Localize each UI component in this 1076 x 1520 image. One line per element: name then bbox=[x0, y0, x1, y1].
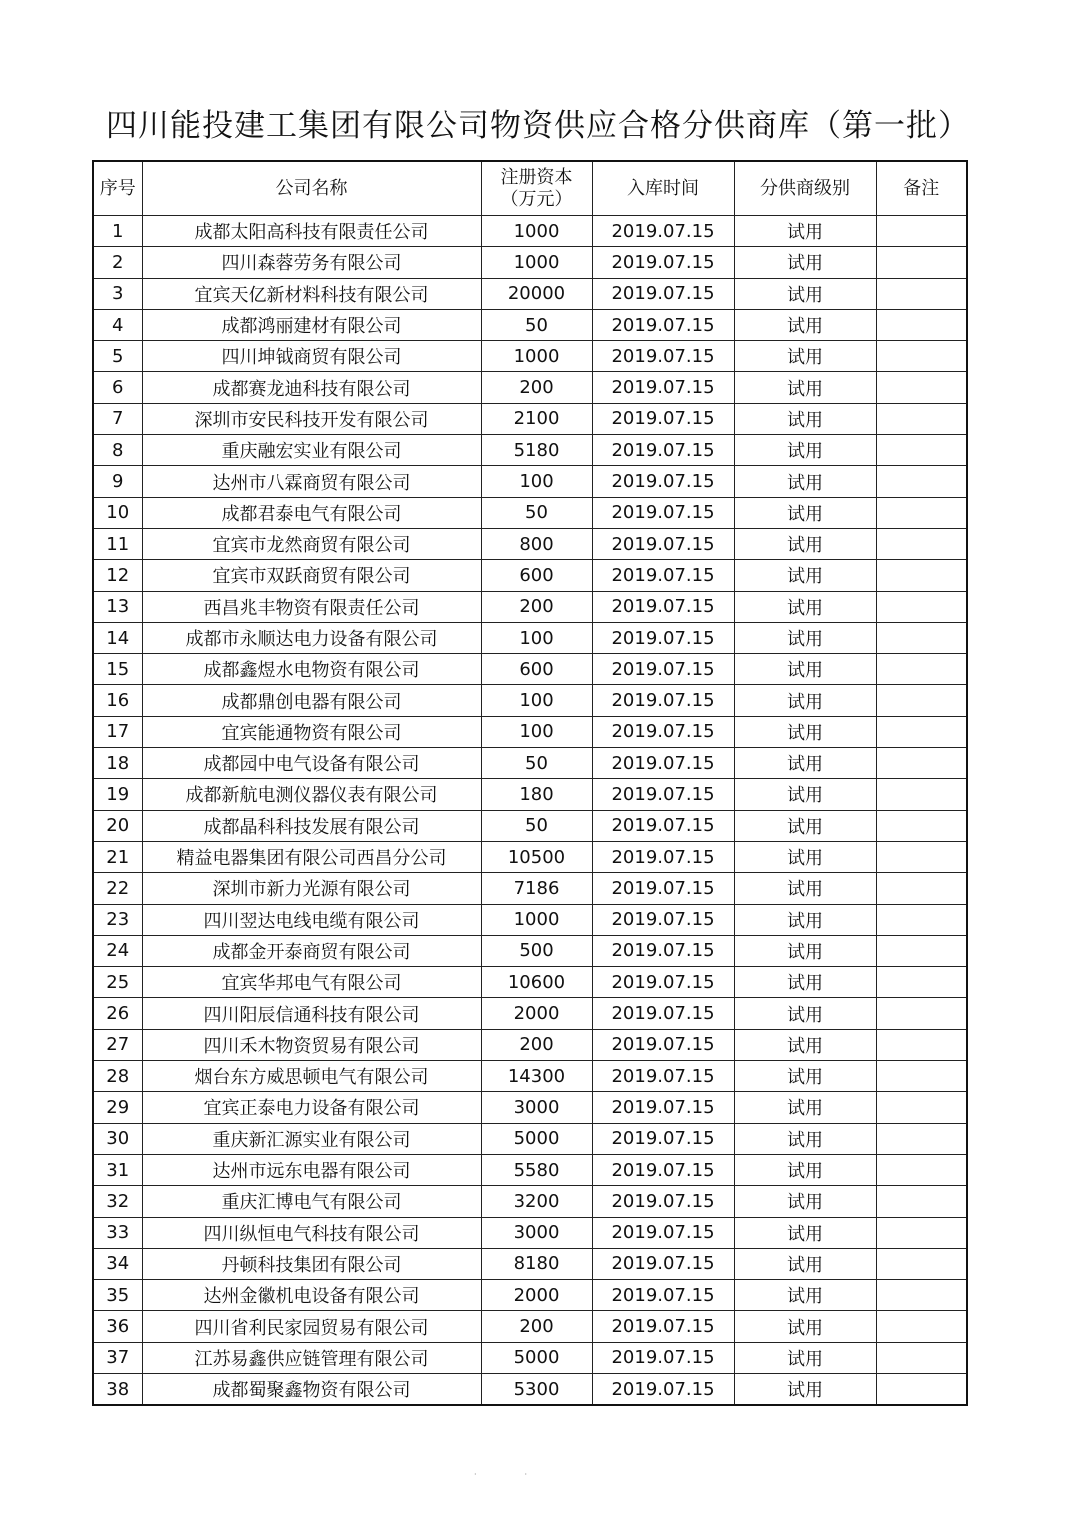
cell-date: 2019.07.15 bbox=[592, 216, 734, 247]
table-row bbox=[93, 216, 967, 247]
page-title: 四川能投建工集团有限公司物资供应合格分供商库（第一批） bbox=[106, 108, 970, 144]
cell-company: 重庆新汇源实业有限公司 bbox=[142, 1123, 481, 1154]
table-row bbox=[93, 1092, 967, 1123]
cell-index: 22 bbox=[93, 873, 142, 904]
table-row bbox=[93, 810, 967, 841]
cell-company: 丹顿科技集团有限公司 bbox=[142, 1248, 481, 1279]
cell-company: 宜宾华邦电气有限公司 bbox=[142, 967, 481, 998]
cell-date: 2019.07.15 bbox=[592, 341, 734, 372]
cell-remarks bbox=[876, 1373, 967, 1405]
cell-remarks bbox=[876, 1311, 967, 1342]
cell-date: 2019.07.15 bbox=[592, 528, 734, 559]
table-row bbox=[93, 591, 967, 622]
cell-index: 36 bbox=[93, 1311, 142, 1342]
cell-index: 14 bbox=[93, 622, 142, 653]
cell-level: 试用 bbox=[734, 967, 876, 998]
cell-company: 宜宾正泰电力设备有限公司 bbox=[142, 1092, 481, 1123]
table-row bbox=[93, 779, 967, 810]
cell-capital: 180 bbox=[481, 779, 592, 810]
cell-index: 12 bbox=[93, 560, 142, 591]
cell-level: 试用 bbox=[734, 560, 876, 591]
cell-level: 试用 bbox=[734, 591, 876, 622]
table-row bbox=[93, 528, 967, 559]
cell-remarks bbox=[876, 403, 967, 434]
cell-level: 试用 bbox=[734, 748, 876, 779]
cell-capital: 8180 bbox=[481, 1248, 592, 1279]
cell-level: 试用 bbox=[734, 309, 876, 340]
cell-level: 试用 bbox=[734, 1373, 876, 1405]
cell-capital: 50 bbox=[481, 748, 592, 779]
cell-index: 8 bbox=[93, 435, 142, 466]
cell-index: 31 bbox=[93, 1154, 142, 1185]
cell-remarks bbox=[876, 748, 967, 779]
cell-capital: 100 bbox=[481, 466, 592, 497]
cell-company: 烟台东方威思顿电气有限公司 bbox=[142, 1061, 481, 1092]
cell-company: 达州金徽机电设备有限公司 bbox=[142, 1280, 481, 1311]
cell-index: 17 bbox=[93, 716, 142, 747]
cell-level: 试用 bbox=[734, 1061, 876, 1092]
cell-date: 2019.07.15 bbox=[592, 841, 734, 872]
cell-remarks bbox=[876, 528, 967, 559]
cell-level: 试用 bbox=[734, 435, 876, 466]
cell-date: 2019.07.15 bbox=[592, 1217, 734, 1248]
cell-level: 试用 bbox=[734, 935, 876, 966]
cell-company: 四川禾木物资贸易有限公司 bbox=[142, 1029, 481, 1060]
cell-company: 成都鼎创电器有限公司 bbox=[142, 685, 481, 716]
cell-index: 35 bbox=[93, 1280, 142, 1311]
cell-company: 精益电器集团有限公司西昌分公司 bbox=[142, 841, 481, 872]
cell-remarks bbox=[876, 1342, 967, 1373]
cell-date: 2019.07.15 bbox=[592, 309, 734, 340]
cell-capital: 1000 bbox=[481, 216, 592, 247]
cell-company: 四川纵恒电气科技有限公司 bbox=[142, 1217, 481, 1248]
cell-index: 21 bbox=[93, 841, 142, 872]
table-row bbox=[93, 403, 967, 434]
cell-date: 2019.07.15 bbox=[592, 466, 734, 497]
cell-index: 16 bbox=[93, 685, 142, 716]
table-row bbox=[93, 497, 967, 528]
cell-capital: 14300 bbox=[481, 1061, 592, 1092]
cell-remarks bbox=[876, 904, 967, 935]
cell-company: 四川翌达电线电缆有限公司 bbox=[142, 904, 481, 935]
cell-capital: 5580 bbox=[481, 1154, 592, 1185]
table-row bbox=[93, 904, 967, 935]
cell-level: 试用 bbox=[734, 216, 876, 247]
cell-remarks bbox=[876, 1061, 967, 1092]
cell-date: 2019.07.15 bbox=[592, 685, 734, 716]
cell-date: 2019.07.15 bbox=[592, 998, 734, 1029]
cell-company: 宜宾市龙然商贸有限公司 bbox=[142, 528, 481, 559]
cell-index: 11 bbox=[93, 528, 142, 559]
header-date: 入库时间 bbox=[592, 161, 734, 216]
cell-level: 试用 bbox=[734, 497, 876, 528]
cell-capital: 5300 bbox=[481, 1373, 592, 1405]
cell-capital: 100 bbox=[481, 622, 592, 653]
cell-date: 2019.07.15 bbox=[592, 935, 734, 966]
cell-remarks bbox=[876, 1217, 967, 1248]
cell-capital: 1000 bbox=[481, 247, 592, 278]
table-row bbox=[93, 935, 967, 966]
cell-date: 2019.07.15 bbox=[592, 403, 734, 434]
cell-index: 28 bbox=[93, 1061, 142, 1092]
table-row bbox=[93, 685, 967, 716]
cell-capital: 600 bbox=[481, 560, 592, 591]
cell-company: 重庆融宏实业有限公司 bbox=[142, 435, 481, 466]
cell-date: 2019.07.15 bbox=[592, 716, 734, 747]
cell-capital: 1000 bbox=[481, 904, 592, 935]
cell-company: 成都君泰电气有限公司 bbox=[142, 497, 481, 528]
cell-capital: 3000 bbox=[481, 1092, 592, 1123]
cell-level: 试用 bbox=[734, 654, 876, 685]
cell-level: 试用 bbox=[734, 685, 876, 716]
cell-remarks bbox=[876, 466, 967, 497]
cell-capital: 200 bbox=[481, 591, 592, 622]
cell-remarks bbox=[876, 654, 967, 685]
cell-capital: 2000 bbox=[481, 1280, 592, 1311]
cell-level: 试用 bbox=[734, 1311, 876, 1342]
cell-level: 试用 bbox=[734, 873, 876, 904]
table-header bbox=[93, 161, 967, 216]
header-capital bbox=[481, 161, 592, 216]
cell-level: 试用 bbox=[734, 1123, 876, 1154]
cell-index: 15 bbox=[93, 654, 142, 685]
cell-capital: 200 bbox=[481, 372, 592, 403]
cell-remarks bbox=[876, 309, 967, 340]
cell-level: 试用 bbox=[734, 1186, 876, 1217]
cell-remarks bbox=[876, 1123, 967, 1154]
cell-remarks bbox=[876, 779, 967, 810]
cell-remarks bbox=[876, 1186, 967, 1217]
cell-index: 33 bbox=[93, 1217, 142, 1248]
cell-remarks bbox=[876, 341, 967, 372]
cell-date: 2019.07.15 bbox=[592, 247, 734, 278]
table-row bbox=[93, 873, 967, 904]
table-row bbox=[93, 654, 967, 685]
cell-index: 9 bbox=[93, 466, 142, 497]
table-row bbox=[93, 466, 967, 497]
cell-remarks bbox=[876, 1280, 967, 1311]
cell-remarks bbox=[876, 685, 967, 716]
cell-level: 试用 bbox=[734, 466, 876, 497]
cell-date: 2019.07.15 bbox=[592, 435, 734, 466]
cell-date: 2019.07.15 bbox=[592, 1311, 734, 1342]
cell-company: 成都新航电测仪器仪表有限公司 bbox=[142, 779, 481, 810]
cell-index: 5 bbox=[93, 341, 142, 372]
cell-capital: 5180 bbox=[481, 435, 592, 466]
cell-remarks bbox=[876, 1248, 967, 1279]
table-body bbox=[93, 216, 967, 1406]
cell-date: 2019.07.15 bbox=[592, 1280, 734, 1311]
table-row bbox=[93, 1311, 967, 1342]
cell-company: 宜宾天亿新材料科技有限公司 bbox=[142, 278, 481, 309]
cell-company: 四川森蓉劳务有限公司 bbox=[142, 247, 481, 278]
cell-company: 宜宾能通物资有限公司 bbox=[142, 716, 481, 747]
cell-company: 宜宾市双跃商贸有限公司 bbox=[142, 560, 481, 591]
cell-index: 25 bbox=[93, 967, 142, 998]
cell-date: 2019.07.15 bbox=[592, 278, 734, 309]
cell-date: 2019.07.15 bbox=[592, 1123, 734, 1154]
cell-index: 38 bbox=[93, 1373, 142, 1405]
table-row bbox=[93, 1186, 967, 1217]
cell-date: 2019.07.15 bbox=[592, 904, 734, 935]
cell-remarks bbox=[876, 372, 967, 403]
header-company: 公司名称 bbox=[142, 161, 481, 216]
table-row bbox=[93, 841, 967, 872]
cell-index: 24 bbox=[93, 935, 142, 966]
cell-capital: 50 bbox=[481, 309, 592, 340]
cell-level: 试用 bbox=[734, 1092, 876, 1123]
cell-level: 试用 bbox=[734, 622, 876, 653]
table-row bbox=[93, 716, 967, 747]
cell-index: 23 bbox=[93, 904, 142, 935]
cell-date: 2019.07.15 bbox=[592, 372, 734, 403]
cell-index: 27 bbox=[93, 1029, 142, 1060]
cell-remarks bbox=[876, 1154, 967, 1185]
cell-capital: 3000 bbox=[481, 1217, 592, 1248]
cell-capital: 20000 bbox=[481, 278, 592, 309]
cell-company: 成都鸿丽建材有限公司 bbox=[142, 309, 481, 340]
cell-date: 2019.07.15 bbox=[592, 1342, 734, 1373]
cell-index: 34 bbox=[93, 1248, 142, 1279]
cell-remarks bbox=[876, 967, 967, 998]
cell-capital: 200 bbox=[481, 1311, 592, 1342]
cell-company: 达州市远东电器有限公司 bbox=[142, 1154, 481, 1185]
cell-index: 32 bbox=[93, 1186, 142, 1217]
cell-remarks bbox=[876, 935, 967, 966]
cell-capital: 7186 bbox=[481, 873, 592, 904]
cell-remarks bbox=[876, 1029, 967, 1060]
cell-date: 2019.07.15 bbox=[592, 1248, 734, 1279]
cell-capital: 1000 bbox=[481, 341, 592, 372]
cell-remarks bbox=[876, 873, 967, 904]
cell-level: 试用 bbox=[734, 1248, 876, 1279]
cell-date: 2019.07.15 bbox=[592, 654, 734, 685]
header-index: 序号 bbox=[93, 161, 142, 216]
cell-date: 2019.07.15 bbox=[592, 591, 734, 622]
table-row bbox=[93, 247, 967, 278]
cell-level: 试用 bbox=[734, 1217, 876, 1248]
cell-company: 西昌兆丰物资有限责任公司 bbox=[142, 591, 481, 622]
cell-index: 6 bbox=[93, 372, 142, 403]
table-row bbox=[93, 1248, 967, 1279]
cell-index: 4 bbox=[93, 309, 142, 340]
cell-capital: 500 bbox=[481, 935, 592, 966]
cell-company: 四川坤钺商贸有限公司 bbox=[142, 341, 481, 372]
cell-date: 2019.07.15 bbox=[592, 967, 734, 998]
cell-capital: 100 bbox=[481, 716, 592, 747]
table-row bbox=[93, 341, 967, 372]
cell-date: 2019.07.15 bbox=[592, 873, 734, 904]
cell-index: 18 bbox=[93, 748, 142, 779]
cell-remarks bbox=[876, 560, 967, 591]
cell-level: 试用 bbox=[734, 779, 876, 810]
cell-company: 重庆汇博电气有限公司 bbox=[142, 1186, 481, 1217]
cell-date: 2019.07.15 bbox=[592, 1029, 734, 1060]
cell-capital: 50 bbox=[481, 497, 592, 528]
cell-level: 试用 bbox=[734, 904, 876, 935]
cell-level: 试用 bbox=[734, 716, 876, 747]
table-row bbox=[93, 309, 967, 340]
cell-remarks bbox=[876, 810, 967, 841]
cell-level: 试用 bbox=[734, 247, 876, 278]
cell-capital: 2000 bbox=[481, 998, 592, 1029]
table-row bbox=[93, 1280, 967, 1311]
cell-level: 试用 bbox=[734, 341, 876, 372]
table-row bbox=[93, 1342, 967, 1373]
table-row bbox=[93, 1029, 967, 1060]
cell-remarks bbox=[876, 216, 967, 247]
cell-index: 37 bbox=[93, 1342, 142, 1373]
header-row bbox=[93, 161, 967, 216]
cell-date: 2019.07.15 bbox=[592, 748, 734, 779]
cell-level: 试用 bbox=[734, 278, 876, 309]
cell-index: 30 bbox=[93, 1123, 142, 1154]
cell-company: 达州市八霖商贸有限公司 bbox=[142, 466, 481, 497]
table-row bbox=[93, 560, 967, 591]
cell-remarks bbox=[876, 998, 967, 1029]
table-row bbox=[93, 998, 967, 1029]
cell-remarks bbox=[876, 1092, 967, 1123]
table-row bbox=[93, 1123, 967, 1154]
header-capital-line1: 注册资本 bbox=[500, 166, 573, 188]
cell-level: 试用 bbox=[734, 1029, 876, 1060]
cell-capital: 600 bbox=[481, 654, 592, 685]
table-row bbox=[93, 435, 967, 466]
cell-level: 试用 bbox=[734, 372, 876, 403]
cell-level: 试用 bbox=[734, 528, 876, 559]
cell-date: 2019.07.15 bbox=[592, 497, 734, 528]
cell-date: 2019.07.15 bbox=[592, 810, 734, 841]
cell-capital: 10600 bbox=[481, 967, 592, 998]
cell-company: 四川省利民家园贸易有限公司 bbox=[142, 1311, 481, 1342]
cell-date: 2019.07.15 bbox=[592, 1154, 734, 1185]
table-row bbox=[93, 1061, 967, 1092]
cell-company: 成都太阳高科技有限责任公司 bbox=[142, 216, 481, 247]
table-row bbox=[93, 1217, 967, 1248]
cell-remarks bbox=[876, 247, 967, 278]
cell-capital: 10500 bbox=[481, 841, 592, 872]
cell-level: 试用 bbox=[734, 810, 876, 841]
table-row bbox=[93, 748, 967, 779]
cell-index: 3 bbox=[93, 278, 142, 309]
table-row bbox=[93, 967, 967, 998]
cell-date: 2019.07.15 bbox=[592, 1186, 734, 1217]
cell-remarks bbox=[876, 435, 967, 466]
cell-capital: 2100 bbox=[481, 403, 592, 434]
cell-date: 2019.07.15 bbox=[592, 622, 734, 653]
cell-remarks bbox=[876, 278, 967, 309]
cell-capital: 50 bbox=[481, 810, 592, 841]
header-capital-line2: （万元） bbox=[500, 188, 573, 210]
cell-level: 试用 bbox=[734, 403, 876, 434]
cell-index: 29 bbox=[93, 1092, 142, 1123]
cell-company: 深圳市新力光源有限公司 bbox=[142, 873, 481, 904]
cell-capital: 200 bbox=[481, 1029, 592, 1060]
cell-capital: 800 bbox=[481, 528, 592, 559]
supplier-table bbox=[92, 160, 968, 1406]
table-row bbox=[93, 1373, 967, 1405]
cell-date: 2019.07.15 bbox=[592, 1061, 734, 1092]
cell-level: 试用 bbox=[734, 1342, 876, 1373]
cell-company: 成都金开泰商贸有限公司 bbox=[142, 935, 481, 966]
cell-date: 2019.07.15 bbox=[592, 560, 734, 591]
cell-company: 四川阳辰信通科技有限公司 bbox=[142, 998, 481, 1029]
cell-company: 成都鑫煜水电物资有限公司 bbox=[142, 654, 481, 685]
cell-company: 江苏易鑫供应链管理有限公司 bbox=[142, 1342, 481, 1373]
cell-index: 7 bbox=[93, 403, 142, 434]
cell-date: 2019.07.15 bbox=[592, 779, 734, 810]
cell-remarks bbox=[876, 497, 967, 528]
cell-capital: 5000 bbox=[481, 1123, 592, 1154]
cell-company: 成都赛龙迪科技有限公司 bbox=[142, 372, 481, 403]
cell-date: 2019.07.15 bbox=[592, 1092, 734, 1123]
cell-company: 成都市永顺达电力设备有限公司 bbox=[142, 622, 481, 653]
header-remarks: 备注 bbox=[876, 161, 967, 216]
cell-capital: 3200 bbox=[481, 1186, 592, 1217]
cell-remarks bbox=[876, 622, 967, 653]
table-row bbox=[93, 1154, 967, 1185]
header-level: 分供商级别 bbox=[734, 161, 876, 216]
scan-dots: ·· bbox=[474, 1470, 576, 1479]
cell-capital: 100 bbox=[481, 685, 592, 716]
cell-company: 成都晶科科技发展有限公司 bbox=[142, 810, 481, 841]
cell-remarks bbox=[876, 591, 967, 622]
cell-remarks bbox=[876, 841, 967, 872]
table-row bbox=[93, 372, 967, 403]
cell-level: 试用 bbox=[734, 1154, 876, 1185]
cell-remarks bbox=[876, 716, 967, 747]
table-row bbox=[93, 278, 967, 309]
cell-level: 试用 bbox=[734, 841, 876, 872]
cell-capital: 5000 bbox=[481, 1342, 592, 1373]
cell-index: 2 bbox=[93, 247, 142, 278]
cell-index: 26 bbox=[93, 998, 142, 1029]
cell-index: 13 bbox=[93, 591, 142, 622]
cell-index: 20 bbox=[93, 810, 142, 841]
cell-company: 成都蜀聚鑫物资有限公司 bbox=[142, 1373, 481, 1405]
cell-index: 1 bbox=[93, 216, 142, 247]
cell-level: 试用 bbox=[734, 998, 876, 1029]
table-row bbox=[93, 622, 967, 653]
cell-date: 2019.07.15 bbox=[592, 1373, 734, 1405]
cell-index: 19 bbox=[93, 779, 142, 810]
cell-index: 10 bbox=[93, 497, 142, 528]
cell-company: 成都园中电气设备有限公司 bbox=[142, 748, 481, 779]
cell-level: 试用 bbox=[734, 1280, 876, 1311]
cell-company: 深圳市安民科技开发有限公司 bbox=[142, 403, 481, 434]
